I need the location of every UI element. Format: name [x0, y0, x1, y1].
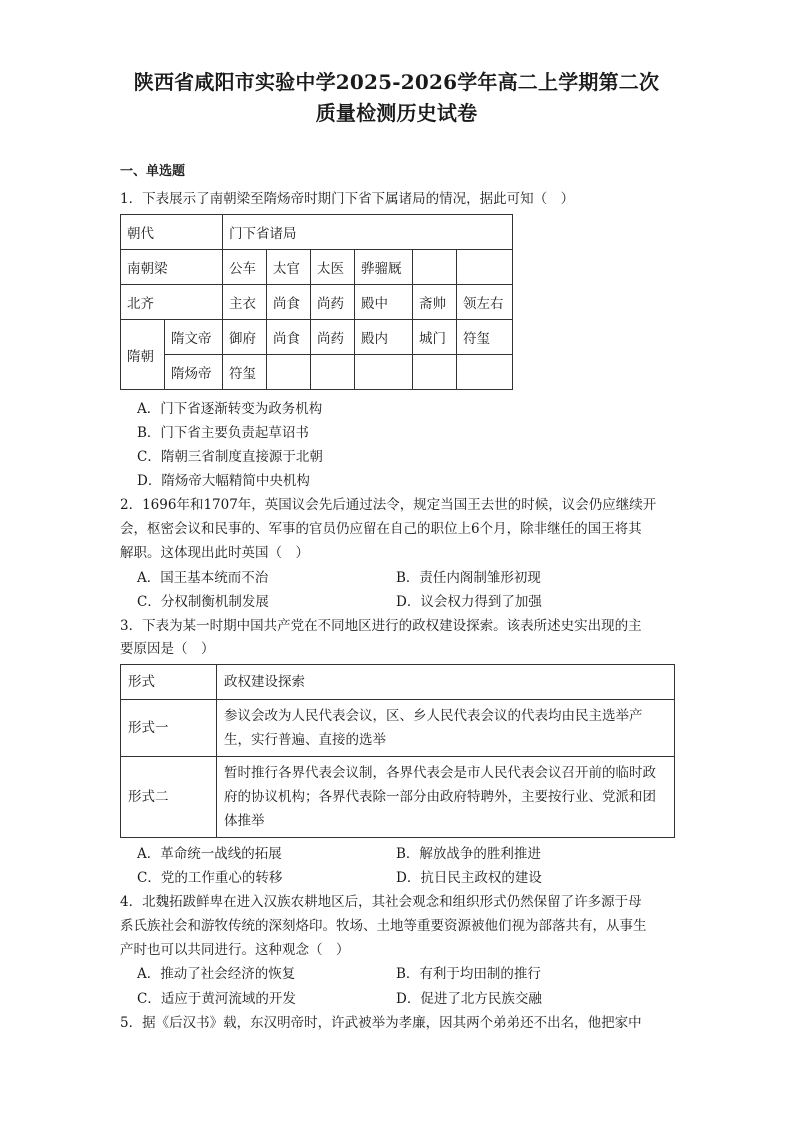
table-cell: 斋帅	[413, 285, 457, 320]
q3-option-d: D．抗日民主政权的建设	[396, 870, 542, 886]
q3-option-b: B．解放战争的胜利推进	[396, 846, 541, 862]
table-cell: 参议会改为人民代表会议，区、乡人民代表会议的代表均由民主选举产生，实行普遍、直接的选举	[217, 700, 675, 757]
q1-option-c: C．隋朝三省制度直接源于北朝	[137, 449, 323, 465]
table-cell: 御府	[223, 320, 267, 355]
q2-stem-line3: 解职。这体现出此时英国（ ）	[120, 545, 309, 561]
table-cell: 形式二	[121, 757, 217, 838]
table-cell: 北齐	[121, 285, 223, 320]
q1-option-a: A．门下省逐渐转变为政务机构	[137, 401, 323, 417]
q3-stem-line2: 要原因是（ ）	[120, 641, 215, 657]
q2-stem-line1: 2．1696年和1707年，英国议会先后通过法令，规定当国王去世的时候，议会仍应继续开	[120, 497, 657, 513]
q4-option-b: B．有利于均田制的推行	[396, 966, 541, 982]
table-cell	[457, 355, 513, 390]
table-row	[121, 215, 513, 250]
q5-stem-line1: 5．据《后汉书》载，东汉明帝时，许武被举为孝廉，因其两个弟弟还不出名，他把家中	[120, 1015, 642, 1031]
q2-option-c: C．分权制衡机制发展	[137, 594, 269, 610]
table-cell: 尚食	[267, 320, 311, 355]
table-cell: 南朝梁	[121, 250, 223, 285]
q4-option-d: D．促进了北方民族交融	[396, 991, 542, 1007]
table-row	[121, 285, 513, 320]
table-cell	[413, 355, 457, 390]
q2-option-b: B．责任内阁制雏形初现	[396, 570, 541, 586]
q2-option-d: D．议会权力得到了加强	[396, 594, 542, 610]
table-cell	[311, 355, 355, 390]
table-header-cell: 朝代	[121, 215, 223, 250]
table-cell	[457, 250, 513, 285]
table-cell: 隋炀帝	[165, 355, 223, 390]
section-heading: 一、单选题	[120, 164, 186, 179]
table-cell: 骅骝厩	[355, 250, 413, 285]
q4-option-a: A．推动了社会经济的恢复	[137, 966, 296, 982]
table-cell: 尚药	[311, 285, 355, 320]
table-header-cell: 门下省诸局	[223, 215, 513, 250]
table-cell: 城门	[413, 320, 457, 355]
table-cell: 符玺	[223, 355, 267, 390]
table-cell: 符玺	[457, 320, 513, 355]
table-row	[121, 250, 513, 285]
table-cell	[413, 250, 457, 285]
table-row	[121, 700, 675, 757]
table-cell: 领左右	[457, 285, 513, 320]
table-cell: 殿中	[355, 285, 413, 320]
table-cell: 形式一	[121, 700, 217, 757]
q1-stem: 1．下表展示了南朝梁至隋炀帝时期门下省下属诸局的情况，据此可知（ ）	[120, 191, 575, 207]
q4-stem-line1: 4．北魏拓跋鲜卑在进入汉族农耕地区后，其社会观念和组织形式仍然保留了许多源于母	[120, 894, 642, 910]
q3-option-c: C．党的工作重心的转移	[137, 870, 283, 886]
q4-option-c: C．适应于黄河流域的开发	[137, 991, 296, 1007]
q2-stem-line2: 会，枢密会议和民事的、军事的官员仍应留在自己的职位上6个月，除非继任的国王将其	[120, 521, 642, 537]
table-cell	[267, 355, 311, 390]
exam-title-line2: 质量检测历史试卷	[315, 101, 478, 125]
table-cell: 主衣	[223, 285, 267, 320]
q1-option-d: D．隋炀帝大幅精简中央机构	[137, 473, 310, 489]
q1-option-b: B．门下省主要负责起草诏书	[137, 425, 309, 441]
q4-stem-line3: 产时也可以共同进行。这种观念（ ）	[120, 942, 350, 958]
table-cell: 尚食	[267, 285, 311, 320]
q3-option-a: A．革命统一战线的拓展	[137, 846, 282, 862]
table-row	[121, 355, 513, 390]
table-cell: 隋文帝	[165, 320, 223, 355]
table-header-cell: 形式	[121, 665, 217, 700]
table-cell: 隋朝	[121, 320, 165, 390]
q3-stem-line1: 3．下表为某一时期中国共产党在不同地区进行的政权建设探索。该表所述史实出现的主	[120, 618, 642, 634]
exam-title-line1: 陕西省咸阳市实验中学2025-2026学年高二上学期第二次	[133, 70, 660, 94]
table-cell	[355, 355, 413, 390]
q2-option-a: A．国王基本统而不治	[137, 570, 269, 586]
table-cell: 殿内	[355, 320, 413, 355]
table-row	[121, 665, 675, 700]
q3-table	[120, 664, 675, 838]
table-cell: 太官	[267, 250, 311, 285]
q4-stem-line2: 系氏族社会和游牧传统的深刻烙印。牧场、土地等重要资源被他们视为部落共有，从事生	[120, 918, 647, 934]
table-cell: 暂时推行各界代表会议制，各界代表会是市人民代表会议召开前的临时政府的协议机构；各界代表除一部分由政府特聘外，主要按行业、党派和团体推举	[217, 757, 675, 838]
q1-table	[120, 214, 513, 390]
table-cell: 公车	[223, 250, 267, 285]
table-header-cell: 政权建设探索	[217, 665, 675, 700]
table-row	[121, 757, 675, 838]
table-row	[121, 320, 513, 355]
table-cell: 太医	[311, 250, 355, 285]
table-cell: 尚药	[311, 320, 355, 355]
